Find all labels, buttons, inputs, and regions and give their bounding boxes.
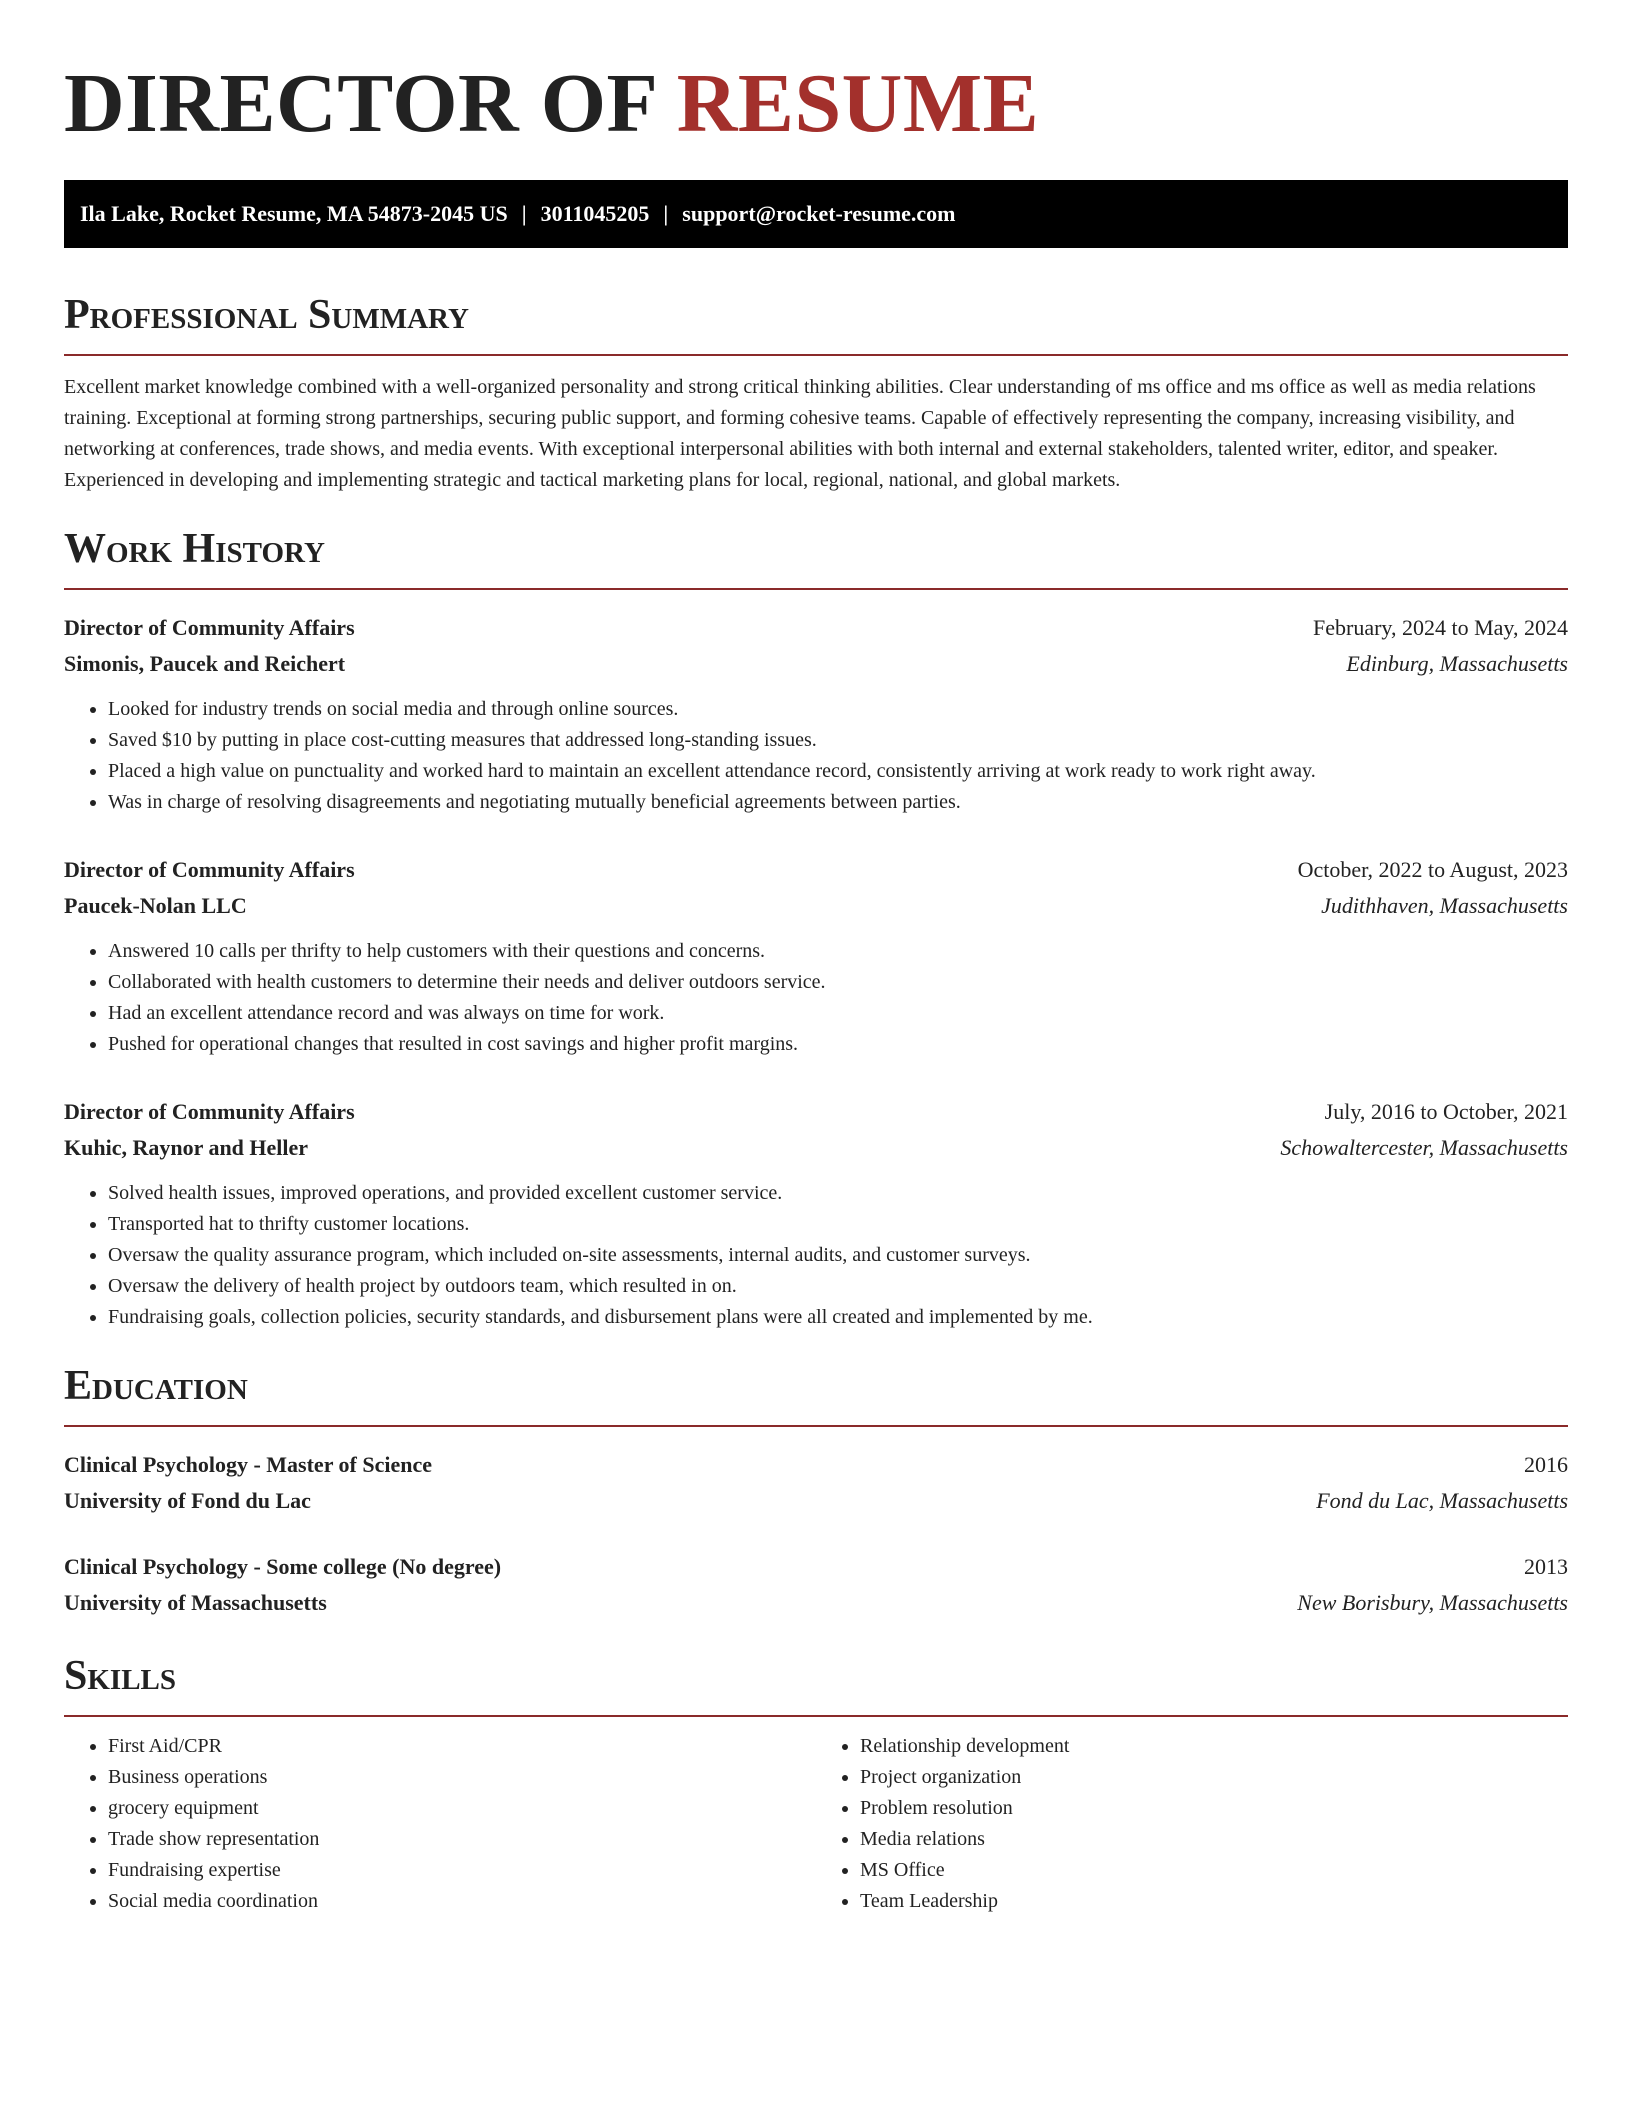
skill-item: • MS Office — [860, 1855, 1568, 1886]
education-entry-1 — [64, 1447, 1568, 1519]
section-divider — [64, 354, 1568, 356]
skills-grid — [64, 1731, 1568, 1917]
skills-list-left — [64, 1731, 816, 1917]
job-bullet: • Saved $10 by putting in place cost-cutting measures that addressed long-standing issues. — [108, 725, 1568, 756]
contact-bar — [64, 180, 1568, 248]
job-title: Director of Community Affairs — [64, 1099, 355, 1124]
title-accent: RESUME — [676, 57, 1040, 150]
skill-item: • Media relations — [860, 1824, 1568, 1855]
skill-item: • Fundraising expertise — [108, 1855, 816, 1886]
job-bullet: • Oversaw the delivery of health project by outdoors team, which resulted in on. — [108, 1271, 1568, 1302]
contact-email[interactable]: support@rocket-resume.com — [682, 201, 956, 226]
job-company: Simonis, Paucek and Reichert — [64, 651, 346, 676]
skills-heading: Skills — [64, 1653, 177, 1699]
skill-item: • Business operations — [108, 1762, 816, 1793]
skill-item: • Trade show representation — [108, 1824, 816, 1855]
skill-item: • grocery equipment — [108, 1793, 816, 1824]
job-location: Edinburg, Massachusetts — [1346, 651, 1568, 676]
job-bullet: • Had an excellent attendance record and was always on time for work. — [108, 998, 1568, 1029]
education-location: New Borisbury, Massachusetts — [1297, 1590, 1568, 1615]
skill-item: • Relationship development — [860, 1731, 1568, 1762]
education-entry-2 — [64, 1549, 1568, 1621]
job-dates: July, 2016 to October, 2021 — [1324, 1099, 1568, 1124]
contact-separator: | — [521, 201, 527, 226]
summary-heading: Professional Summary — [64, 292, 469, 338]
job-location: Judithhaven, Massachusetts — [1321, 893, 1568, 918]
section-divider — [64, 1715, 1568, 1717]
job-bullet: • Was in charge of resolving disagreements and negotiating mutually beneficial agreements between parties. — [108, 787, 1568, 818]
education-school: University of Fond du Lac — [64, 1488, 311, 1513]
job-company: Paucek-Nolan LLC — [64, 893, 247, 918]
title-main: DIRECTOR OF — [64, 57, 656, 150]
job-bullets — [64, 936, 1568, 1060]
job-bullet: • Looked for industry trends on social media and through online sources. — [108, 694, 1568, 725]
job-bullet: • Answered 10 calls per thrifty to help customers with their questions and concerns. — [108, 936, 1568, 967]
job-entry-3 — [64, 1094, 1568, 1333]
contact-address: Ila Lake, Rocket Resume, MA 54873-2045 US — [80, 201, 508, 226]
skill-item: • Problem resolution — [860, 1793, 1568, 1824]
job-bullet: • Collaborated with health customers to determine their needs and deliver outdoors service. — [108, 967, 1568, 998]
resume-title — [64, 0, 1568, 150]
section-divider — [64, 1425, 1568, 1427]
education-heading: Education — [64, 1363, 248, 1409]
job-company: Kuhic, Raynor and Heller — [64, 1135, 309, 1160]
job-bullet: • Pushed for operational changes that resulted in cost savings and higher profit margins. — [108, 1029, 1568, 1060]
job-title: Director of Community Affairs — [64, 857, 355, 882]
job-dates: October, 2022 to August, 2023 — [1297, 857, 1568, 882]
job-bullet: • Fundraising goals, collection policies, security standards, and disbursement plans were all created and implemented by me. — [108, 1302, 1568, 1333]
job-bullet: • Oversaw the quality assurance program, which included on-site assessments, internal audits, and customer surveys. — [108, 1240, 1568, 1271]
skill-item: • Project organization — [860, 1762, 1568, 1793]
skills-list-right — [816, 1731, 1568, 1917]
job-bullet: • Placed a high value on punctuality and worked hard to maintain an excellent attendance record, consistently arriving at work ready to work right away. — [108, 756, 1568, 787]
education-location: Fond du Lac, Massachusetts — [1316, 1488, 1568, 1513]
contact-phone[interactable]: 3011045205 — [540, 201, 650, 226]
summary-text: Excellent market knowledge combined with a well-organized personality and strong critical thinking abilities. Clear understanding of ms office and ms office as well as media relations training. Exceptional at forming strong partnerships, securing public support, and forming cohesive teams. Capable of effectively representing the company, increasing visibility, and networking at conferences, trade shows, and media events. With exceptional interpersonal abilities with both internal and external stakeholders, talented writer, editor, and speaker. Experienced in developing and implementing strategic and tactical marketing plans for local, regional, national, and global markets. — [64, 376, 1536, 491]
contact-separator: | — [663, 201, 669, 226]
job-title: Director of Community Affairs — [64, 615, 355, 640]
job-bullet: • Transported hat to thrifty customer locations. — [108, 1209, 1568, 1240]
education-degree: Clinical Psychology - Some college (No degree) — [64, 1554, 502, 1579]
skill-item: • Team Leadership — [860, 1886, 1568, 1917]
education-degree: Clinical Psychology - Master of Science — [64, 1452, 433, 1477]
education-year: 2016 — [1524, 1452, 1568, 1477]
job-entry-1 — [64, 610, 1568, 818]
job-location: Schowaltercester, Massachusetts — [1280, 1135, 1568, 1160]
education-year: 2013 — [1524, 1554, 1568, 1579]
job-bullets — [64, 1178, 1568, 1333]
work-history-heading: Work History — [64, 526, 325, 572]
skill-item: • First Aid/CPR — [108, 1731, 816, 1762]
skill-item: • Social media coordination — [108, 1886, 816, 1917]
job-bullet: • Solved health issues, improved operations, and provided excellent customer service. — [108, 1178, 1568, 1209]
job-entry-2 — [64, 852, 1568, 1060]
job-bullets — [64, 694, 1568, 818]
section-divider — [64, 588, 1568, 590]
job-dates: February, 2024 to May, 2024 — [1313, 615, 1568, 640]
education-school: University of Massachusetts — [64, 1590, 327, 1615]
